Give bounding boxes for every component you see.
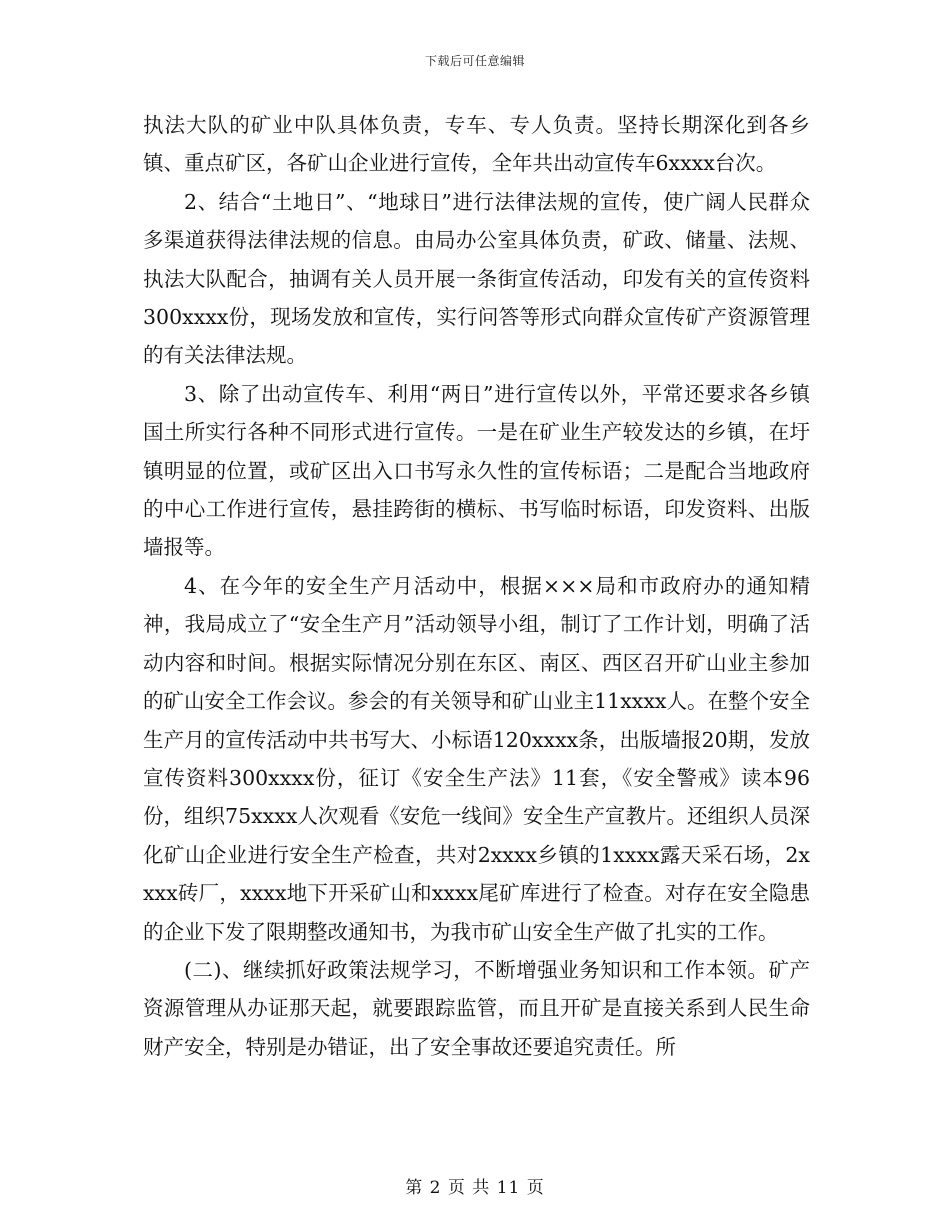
paragraph-1: 执法大队的矿业中队具体负责，专车、专人负责。坚持长期深化到各乡镇、重点矿区，各矿山企业进行宣传，全年共出动宣传车6xxxx台次。 xyxy=(143,113,810,176)
page-number: 第 2 页 共 11 页 xyxy=(405,1178,545,1198)
paragraph-5: (二)、继续抓好政策法规学习，不断增强业务知识和工作本领。矿产资源管理从办证那天起，就要跟踪监管，而且开矿是直接关系到人民生命财产安全，特别是办错证，出了安全事故还要追究责任。所 xyxy=(143,957,810,1059)
page-header-note: 下载后可任意编辑 xyxy=(424,54,525,68)
document-body xyxy=(143,106,810,1066)
paragraph-4: 4、在今年的安全生产月活动中，根据×××局和市政府办的通知精神，我局成立了“安全生产月”活动领导小组，制订了工作计划，明确了活动内容和时间。根据实际情况分别在东区、南区、西区召开矿山业主参加的矿山安全工作会议。参会的有关领导和矿山业主11xxxx人。在整个安全生产月的宣传活动中共书写大、小标语120xxxx条，出版墙报20期，发放宣传资料300xxxx份，征订《安全生产法》11套，《安全警戒》读本96份，组织75xxxx人次观看《安危一线间》安全生产宣教片。还组织人员深化矿山企业进行安全生产检查，共对2xxxx乡镇的1xxxx露天采石场，2xxxx砖厂，xxxx地下开采矿山和xxxx尾矿库进行了检查。对存在安全隐患的企业下发了限期整改通知书，为我市矿山安全生产做了扎实的工作。 xyxy=(143,573,810,944)
paragraph-2: 2、结合“土地日”、“地球日”进行法律法规的宣传，使广阔人民群众多渠道获得法律法规的信息。由局办公室具体负责，矿政、储量、法规、执法大队配合，抽调有关人员开展一条街宣传活动，印发有关的宣传资料300xxxx份，现场发放和宣传，实行问答等形式向群众宣传矿产资源管理的有关法律法规。 xyxy=(143,189,810,368)
paragraph-3: 3、除了出动宣传车、利用“两日”进行宣传以外，平常还要求各乡镇国土所实行各种不同形式进行宣传。一是在矿业生产较发达的乡镇，在圩镇明显的位置，或矿区出入口书写永久性的宣传标语；二是配合当地政府的中心工作进行宣传，悬挂跨街的横标、书写临时标语，印发资料、出版墙报等。 xyxy=(143,381,810,560)
